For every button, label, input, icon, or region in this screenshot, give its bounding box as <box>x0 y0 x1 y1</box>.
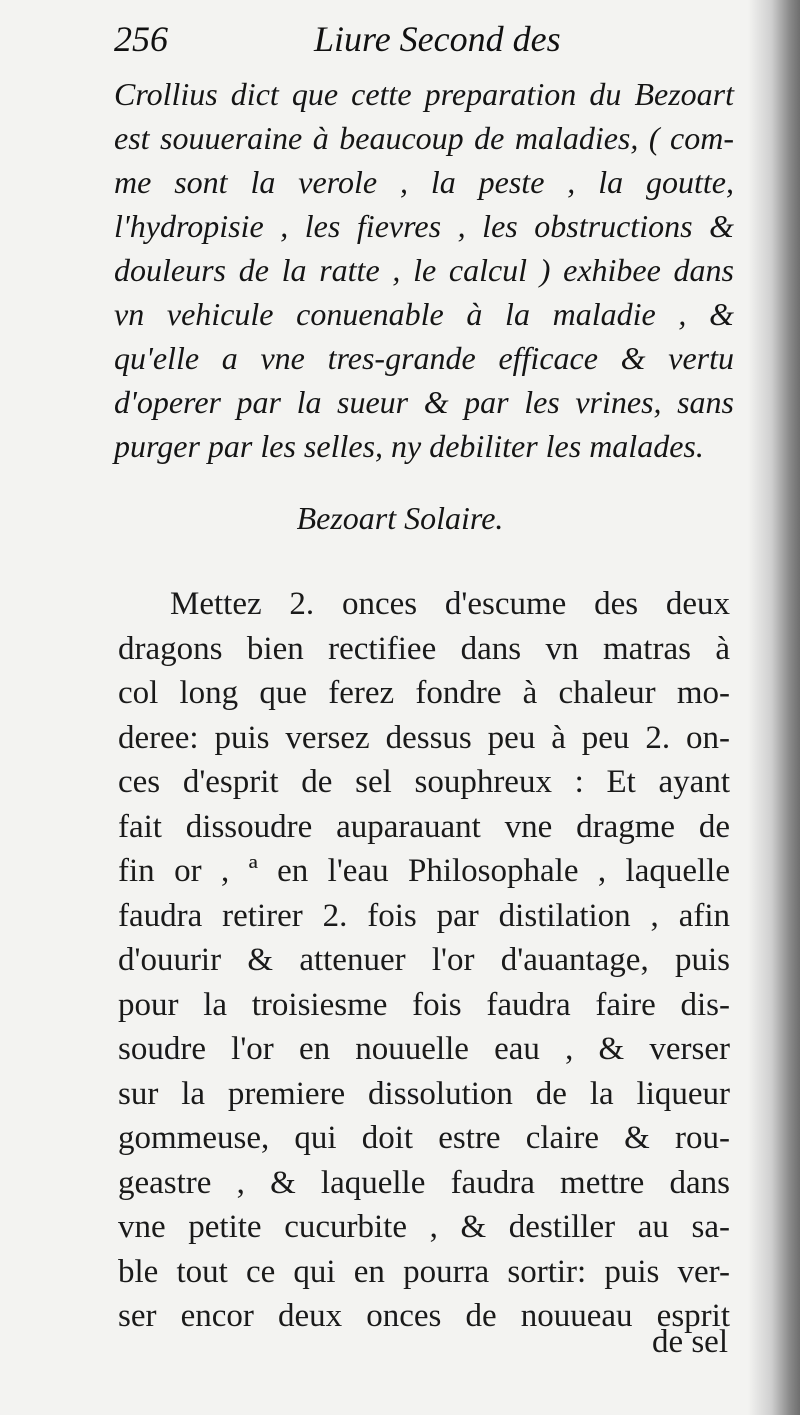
text-line: me sont la verole , la peste , la goutte, <box>114 164 734 200</box>
page-header <box>114 18 734 70</box>
text-line: ble tout ce qui en pourra sortir: puis ver- <box>118 1253 730 1290</box>
text-line: d'operer par la sueur & par les vrines, sans <box>114 384 734 420</box>
text-line: col long que ferez fondre à chaleur mo- <box>118 675 730 711</box>
text-line: l'hydropisie , les fievres , les obstructions & <box>114 208 734 244</box>
text-line: fin or , ª en l'eau Philosophale , laquelle <box>118 853 730 889</box>
text-line: qu'elle a vne tres-grande efficace & vertu <box>114 340 734 376</box>
text-line: vn vehicule conuenable à la maladie , & <box>114 296 734 332</box>
text-line: gommeuse, qui doit estre claire & rou- <box>118 1120 730 1156</box>
body-paragraph <box>118 582 730 1339</box>
text-line: douleurs de la ratte , le calcul ) exhibee dans <box>114 252 734 288</box>
page-gutter-shadow <box>748 0 800 1415</box>
italic-paragraph <box>114 72 734 468</box>
text-line: soudre l'or en nouuelle eau , & verser <box>118 1031 730 1067</box>
text-line: ser encor deux onces de nouueau esprit <box>118 1298 730 1334</box>
text-line: sur la premiere dissolution de la liqueur <box>118 1075 730 1112</box>
text-line: ces d'esprit de sel souphreux : Et ayant <box>118 764 730 800</box>
text-line: dragons bien rectifiee dans vn matras à <box>118 630 730 667</box>
text-line: faudra retirer 2. fois par distilation , afin <box>118 897 730 934</box>
text-line: geastre , & laquelle faudra mettre dans <box>118 1164 730 1201</box>
text-line: fait dissoudre auparauant vne dragme de <box>118 808 730 845</box>
text-line: Crollius dict que cette preparation du Bezoart <box>114 76 734 112</box>
text-line: Mettez 2. onces d'escume des deux <box>170 586 730 622</box>
catchword: de sel <box>651 1324 728 1360</box>
running-title: Liure Second des <box>314 19 561 59</box>
text-line: pour la troisiesme fois faudra faire dis- <box>118 986 730 1023</box>
text-line: purger par les selles, ny debiliter les malades. <box>114 428 704 464</box>
section-heading: Bezoart Solaire. <box>296 500 504 536</box>
text-line: est souueraine à beaucoup de maladies, ( com- <box>114 120 734 156</box>
page-number: 256 <box>114 19 168 59</box>
text-line: vne petite cucurbite , & destiller au sa- <box>118 1209 730 1245</box>
text-line: deree: puis versez dessus peu à peu 2. on- <box>118 719 730 756</box>
text-line: d'ouurir & attenuer l'or d'auantage, puis <box>118 942 730 978</box>
